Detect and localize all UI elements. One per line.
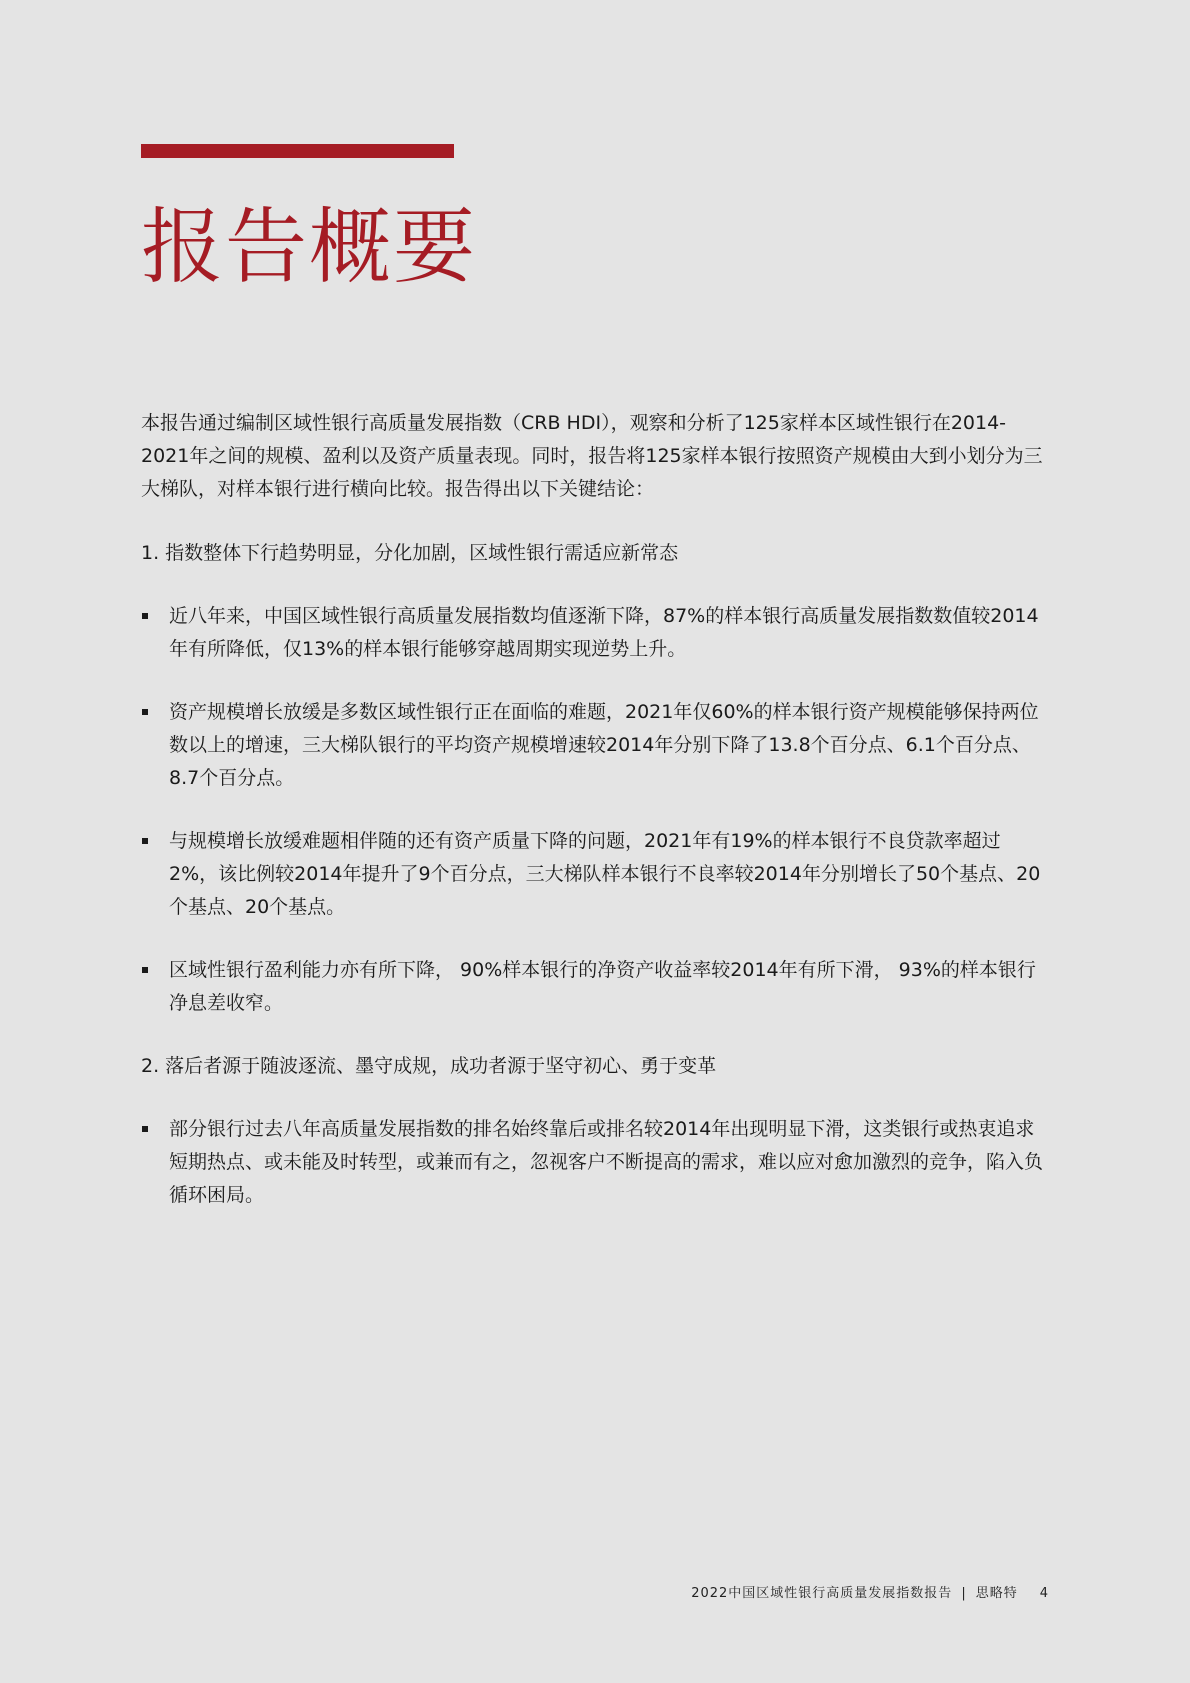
square-bullet-icon — [142, 838, 148, 844]
bullet-item — [141, 696, 1049, 795]
footer-separator: | — [961, 1586, 967, 1601]
section-heading-2: 2. 落后者源于随波逐流、墨守成规，成功者源于坚守初心、勇于变革 — [141, 1055, 717, 1077]
page-footer — [691, 1584, 1049, 1604]
bullet-text: 部分银行过去八年高质量发展指数的排名始终靠后或排名较2014年出现明显下滑，这类银行或热衷追求短期热点、或未能及时转型，或兼而有之，忽视客户不断提高的需求，难以应对愈加激烈的竞争，陷入负循环困局。 — [169, 1118, 1044, 1206]
bullet-item — [141, 600, 1049, 666]
square-bullet-icon — [142, 1126, 148, 1132]
square-bullet-icon — [142, 967, 148, 973]
page-number: 4 — [1039, 1586, 1049, 1601]
bullet-item — [141, 1113, 1049, 1212]
square-bullet-icon — [142, 613, 148, 619]
bullet-item — [141, 954, 1049, 1020]
summary-content — [141, 407, 1049, 1212]
footer-publisher: 思略特 — [975, 1586, 1018, 1601]
page-title: 报告概要 — [141, 200, 478, 295]
intro-paragraph: 本报告通过编制区域性银行高质量发展指数（CRB HDI），观察和分析了125家样本区域性银行在2014-2021年之间的规模、盈利以及资产质量表现。同时，报告将125家样本银行按照资产规模由大到小划分为三大梯队，对样本银行进行横向比较。报告得出以下关键结论： — [141, 412, 1043, 500]
bullet-text: 与规模增长放缓难题相伴随的还有资产质量下降的问题，2021年有19%的样本银行不良贷款率超过2%，该比例较2014年提升了9个百分点，三大梯队样本银行不良率较2014年分别增长了50个基点、20个基点、20个基点。 — [169, 830, 1041, 918]
bullet-text: 近八年来，中国区域性银行高质量发展指数均值逐渐下降，87%的样本银行高质量发展指数数值较2014年有所降低，仅13%的样本银行能够穿越周期实现逆势上升。 — [169, 605, 1039, 660]
section-heading-1: 1. 指数整体下行趋势明显，分化加剧，区域性银行需适应新常态 — [141, 542, 679, 564]
section-1-bullets — [141, 600, 1049, 1020]
bullet-item — [141, 825, 1049, 924]
square-bullet-icon — [142, 709, 148, 715]
footer-report-title: 2022中国区域性银行高质量发展指数报告 — [691, 1586, 953, 1601]
bullet-text: 区域性银行盈利能力亦有所下降， 90%样本银行的净资产收益率较2014年有所下滑， 93%的样本银行净息差收窄。 — [169, 959, 1036, 1014]
section-2-bullets — [141, 1113, 1049, 1212]
title-accent-bar — [141, 144, 454, 158]
bullet-text: 资产规模增长放缓是多数区域性银行正在面临的难题，2021年仅60%的样本银行资产规模能够保持两位数以上的增速，三大梯队银行的平均资产规模增速较2014年分别下降了13.8个百分点、6.1个百分点、8.7个百分点。 — [169, 701, 1039, 789]
